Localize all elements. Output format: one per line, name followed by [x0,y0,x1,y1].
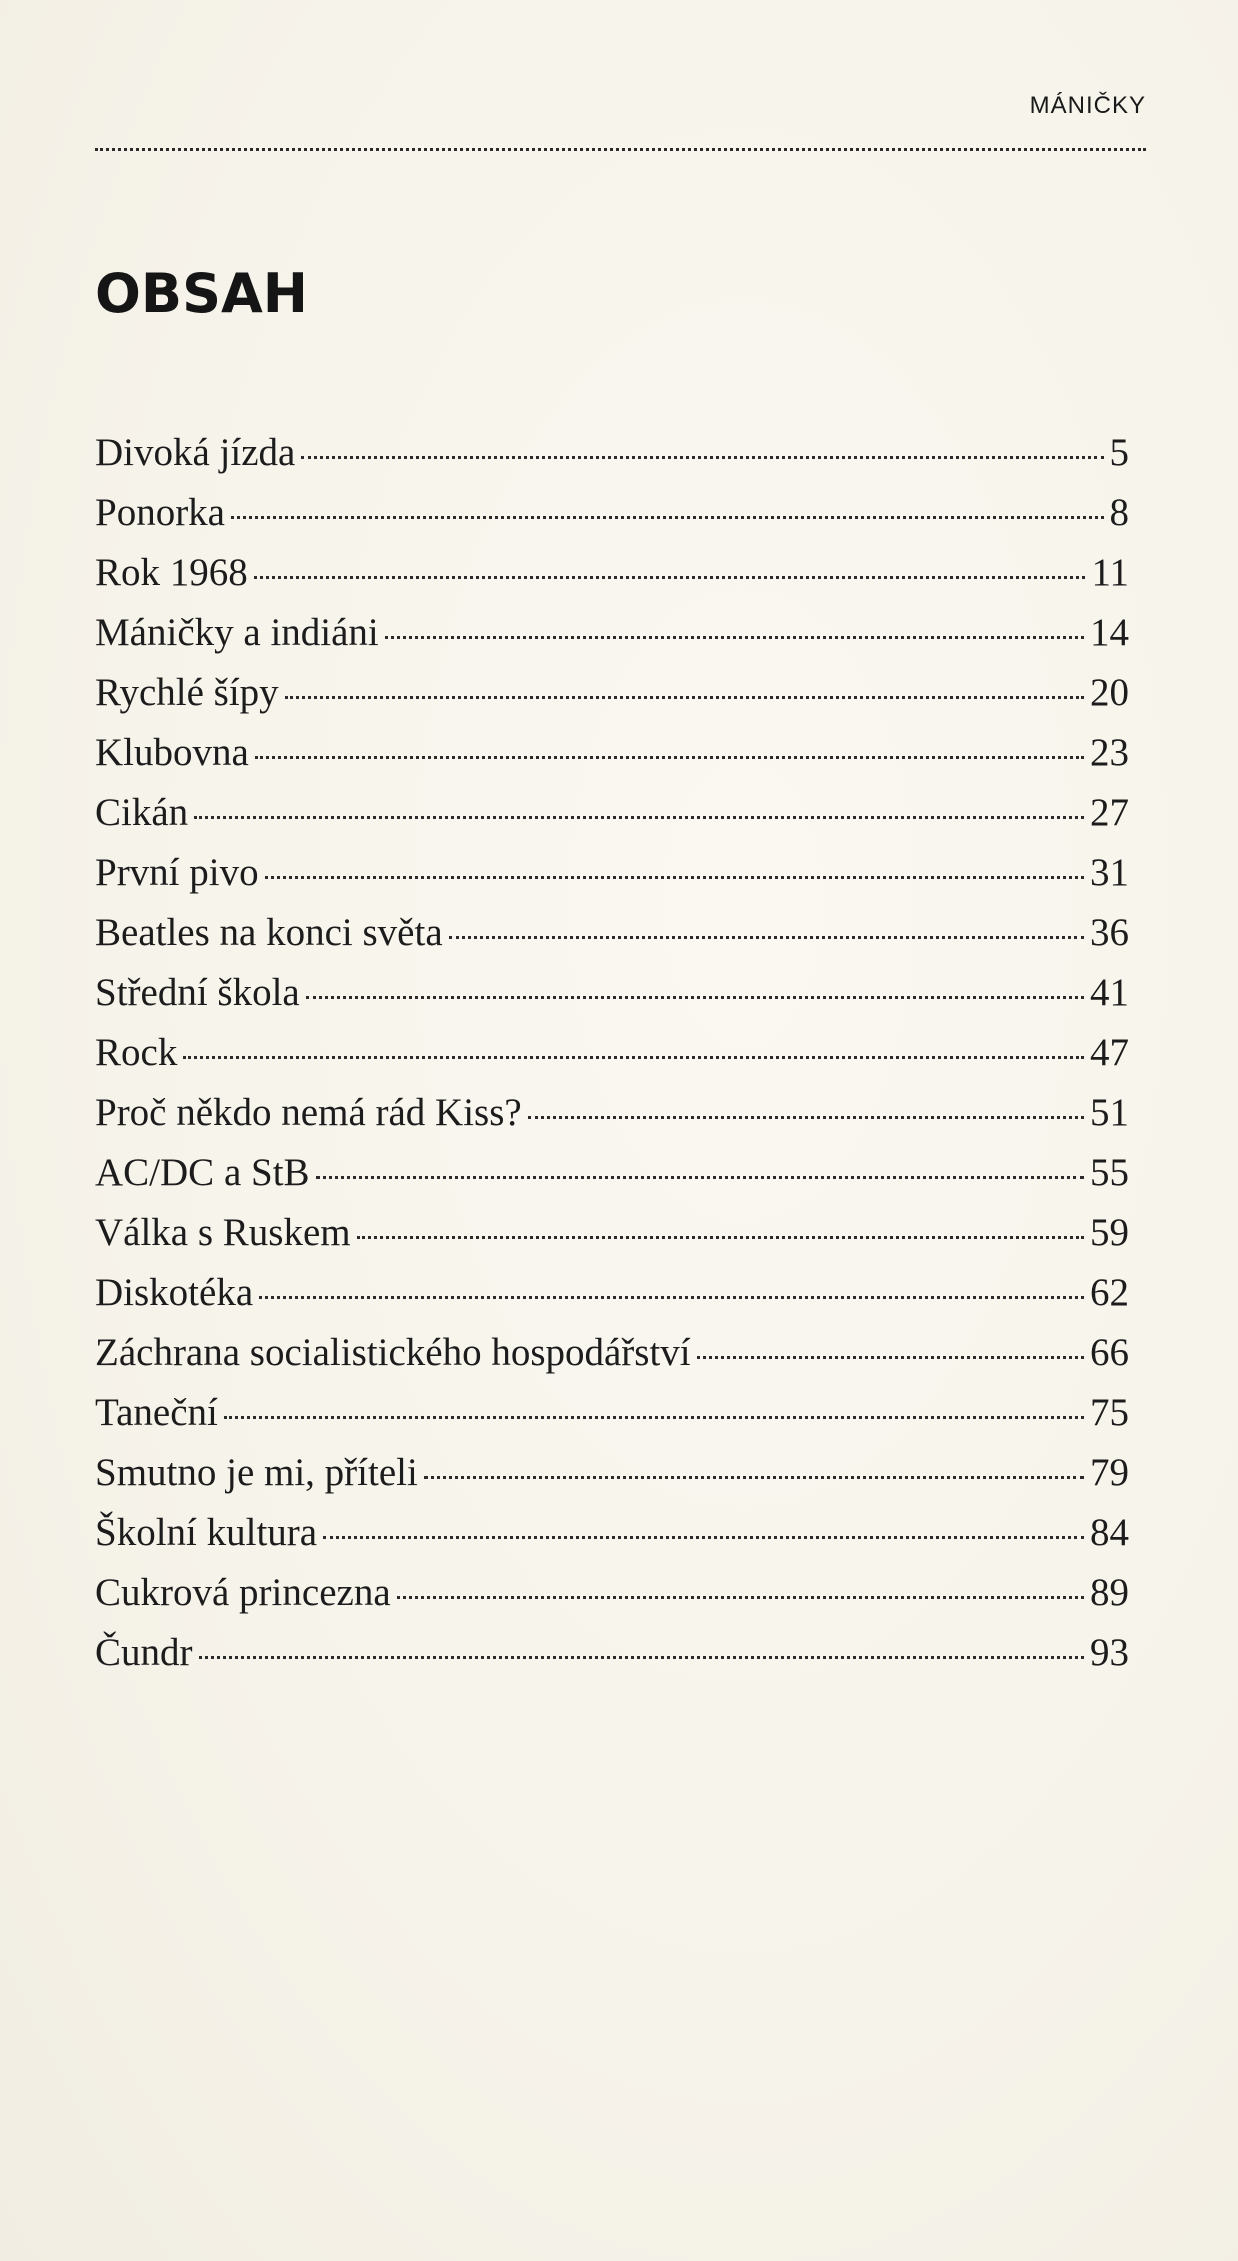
toc-entry[interactable] [95,1090,1129,1150]
toc-entry-page: 14 [1090,611,1129,654]
toc-entry[interactable] [95,1450,1129,1510]
toc-entry[interactable] [95,1630,1129,1690]
toc-entry-title: Rychlé šípy [95,671,279,714]
toc-entry-page: 5 [1109,431,1129,474]
toc-entry-title: Ponorka [95,491,225,534]
toc-entry-page: 23 [1090,731,1129,774]
toc-entry[interactable] [95,850,1129,910]
toc-leader-dots [255,756,1084,759]
toc-entry[interactable] [95,670,1129,730]
toc-entry[interactable] [95,490,1129,550]
toc-entry-title: Záchrana socialistického hospodářství [95,1331,691,1374]
toc-entry-title: Cukrová princezna [95,1571,391,1614]
toc-entry-page: 89 [1090,1571,1129,1614]
toc-leader-dots [306,996,1084,999]
toc-leader-dots [424,1476,1084,1479]
toc-entry[interactable] [95,1030,1129,1090]
toc-entry[interactable] [95,430,1129,490]
running-header: MÁNIČKY [1029,92,1146,119]
toc-entry-title: Rok 1968 [95,551,248,594]
toc-leader-dots [697,1356,1084,1359]
toc-entry-title: Válka s Ruskem [95,1211,351,1254]
toc-entry-title: První pivo [95,851,259,894]
toc-entry-title: Proč někdo nemá rád Kiss? [95,1091,522,1134]
toc-entry-page: 59 [1090,1211,1129,1254]
toc-entry-page: 75 [1090,1391,1129,1434]
toc-leader-dots [357,1236,1084,1239]
toc-entry-title: Čundr [95,1631,193,1674]
toc-entry-title: Střední škola [95,971,300,1014]
toc-entry[interactable] [95,790,1129,850]
toc-entry-page: 93 [1090,1631,1129,1674]
toc-entry-page: 31 [1090,851,1129,894]
toc-entry-page: 36 [1090,911,1129,954]
toc-entry-title: Divoká jízda [95,431,296,474]
toc-entry-title: Taneční [95,1391,218,1434]
toc-entry[interactable] [95,910,1129,970]
toc-leader-dots [254,576,1086,579]
toc-entry-title: Klubovna [95,731,249,774]
toc-leader-dots [323,1536,1084,1539]
toc-entry-title: AC/DC a StB [95,1151,310,1194]
toc-entry[interactable] [95,970,1129,1030]
toc-entry-title: Diskotéka [95,1271,254,1314]
toc-entry[interactable] [95,610,1129,670]
toc-entry-title: Smutno je mi, příteli [95,1451,418,1494]
toc-leader-dots [397,1596,1084,1599]
toc-entry[interactable] [95,1210,1129,1270]
toc-entry[interactable] [95,730,1129,790]
toc-entry-page: 51 [1090,1091,1129,1134]
toc-entry[interactable] [95,1390,1129,1450]
header-dotted-rule [95,148,1146,151]
toc-entry[interactable] [95,550,1129,610]
toc-entry-page: 41 [1090,971,1129,1014]
toc-entry[interactable] [95,1270,1129,1330]
toc-entry-title: Máničky a indiáni [95,611,379,654]
toc-entry-page: 84 [1090,1511,1129,1554]
toc-entry-page: 20 [1090,671,1129,714]
toc-entry-page: 66 [1090,1331,1129,1374]
toc-entry-title: Cikán [95,791,189,834]
toc-entry-page: 79 [1090,1451,1129,1494]
toc-title: OBSAH [95,262,308,325]
toc-list [95,430,1129,1690]
toc-entry[interactable] [95,1150,1129,1210]
toc-leader-dots [183,1056,1084,1059]
toc-entry-page: 27 [1090,791,1129,834]
toc-entry-title: Školní kultura [95,1511,318,1554]
toc-leader-dots [259,1296,1084,1299]
toc-entry-page: 62 [1090,1271,1129,1314]
toc-leader-dots [301,456,1103,459]
toc-leader-dots [231,516,1104,519]
toc-leader-dots [285,696,1084,699]
toc-entry[interactable] [95,1510,1129,1570]
toc-entry[interactable] [95,1330,1129,1390]
toc-leader-dots [224,1416,1084,1419]
toc-entry-page: 47 [1090,1031,1129,1074]
toc-leader-dots [265,876,1084,879]
toc-leader-dots [316,1176,1084,1179]
toc-entry-title: Beatles na konci světa [95,911,443,954]
toc-entry[interactable] [95,1570,1129,1630]
toc-entry-title: Rock [95,1031,178,1074]
toc-leader-dots [199,1656,1085,1659]
toc-entry-page: 11 [1091,551,1129,594]
toc-entry-page: 8 [1109,491,1129,534]
toc-entry-page: 55 [1090,1151,1129,1194]
toc-leader-dots [449,936,1084,939]
toc-leader-dots [194,816,1084,819]
toc-leader-dots [528,1116,1084,1119]
toc-leader-dots [385,636,1084,639]
